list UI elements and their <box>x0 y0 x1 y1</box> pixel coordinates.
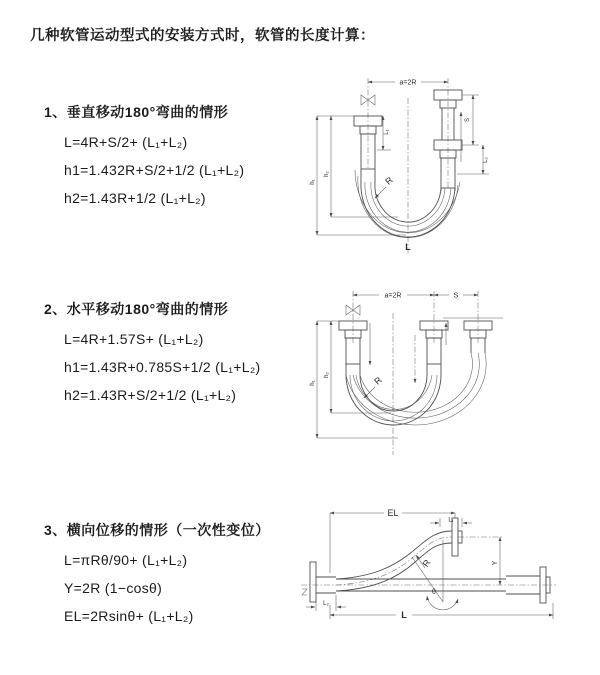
formula-line: L=4R+S/2+ (L₁+L₂) <box>64 134 188 150</box>
radius-label: R <box>420 557 433 569</box>
dim-heights <box>310 321 398 438</box>
dim-label-l2: L₂ <box>483 157 489 163</box>
diagram-3-drawing <box>300 505 590 650</box>
dim-label-l1: L₁ <box>384 129 390 135</box>
formula-line: L=4R+1.57S+ (L₁+L₂) <box>64 331 204 347</box>
formula-line: h1=1.432R+S/2+1/2 (L₁+L₂) <box>64 162 245 178</box>
formula-line: h2=1.43R+S/2+1/2 (L₁+L₂) <box>64 387 237 403</box>
dim-el <box>330 508 455 573</box>
dim-a2r-s <box>353 293 503 366</box>
dim-label-h1: h₁ <box>310 179 316 185</box>
theta-label: θ <box>432 589 436 596</box>
formula-line: h1=1.43R+0.785S+1/2 (L₁+L₂) <box>64 359 261 375</box>
dim-label-s: S <box>465 117 471 123</box>
formula-line: L=πRθ/90+ (L₁+L₂) <box>64 552 188 568</box>
page-title: 几种软管运动型式的安装方式时，软管的长度计算： <box>30 28 375 44</box>
section-2-heading: 2、水平移动180°弯曲的情形 <box>44 301 229 317</box>
break-mark-icon <box>302 589 307 595</box>
dim-label-a2r: a=2R <box>384 292 402 300</box>
dim-l1 <box>430 518 472 528</box>
radius-label: R <box>383 174 395 187</box>
radius-callout <box>364 375 384 398</box>
section-1 <box>44 102 244 212</box>
dim-label-l2: L₂ <box>323 601 329 607</box>
dim-l <box>330 603 553 620</box>
section-1-heading: 1、垂直移动180°弯曲的情形 <box>44 104 229 120</box>
dim-l1 <box>377 116 391 150</box>
dim-s-l2 <box>457 95 489 174</box>
dim-a2r <box>368 80 448 87</box>
diagram-vertical-move <box>303 70 573 265</box>
dim-label-s: S <box>453 292 459 300</box>
dim-label-a2r: a=2R <box>399 79 417 87</box>
formula-line: h2=1.43R+1/2 (L₁+L₂) <box>64 190 206 206</box>
diagram-1-drawing <box>303 70 573 260</box>
dim-y <box>492 537 500 585</box>
radius-label: R <box>372 374 384 387</box>
formula-line: Y=2R (1−cosθ) <box>64 580 163 596</box>
hose-u-bend <box>355 170 460 238</box>
section-2 <box>44 299 261 409</box>
section-3-heading: 3、横向位移的情形（一次性变位） <box>44 522 270 538</box>
dim-label-h1: h₁ <box>310 380 316 386</box>
dim-label-y: Y <box>492 560 499 566</box>
dim-label-l1: L₁ <box>448 517 454 524</box>
formula-line: EL=2Rsinθ+ (L₁+L₂) <box>64 608 194 624</box>
centerlines <box>368 78 448 254</box>
diagram-lateral-displacement <box>300 505 590 655</box>
centerlines <box>353 291 478 455</box>
radius-construction <box>412 540 458 610</box>
dim-label-h2: h₂ <box>324 372 330 378</box>
radius-callout <box>375 175 395 198</box>
dim-l2 <box>306 595 346 611</box>
length-label: L <box>405 242 411 252</box>
section-3 <box>44 520 270 630</box>
diagram-2-drawing <box>303 283 583 463</box>
dim-label-el: EL <box>387 508 399 518</box>
diagram-horizontal-move <box>303 283 583 468</box>
dim-heights <box>310 116 406 235</box>
left-flange <box>310 562 336 602</box>
dim-label-h2: h₂ <box>324 171 330 177</box>
length-label: L <box>401 610 407 620</box>
